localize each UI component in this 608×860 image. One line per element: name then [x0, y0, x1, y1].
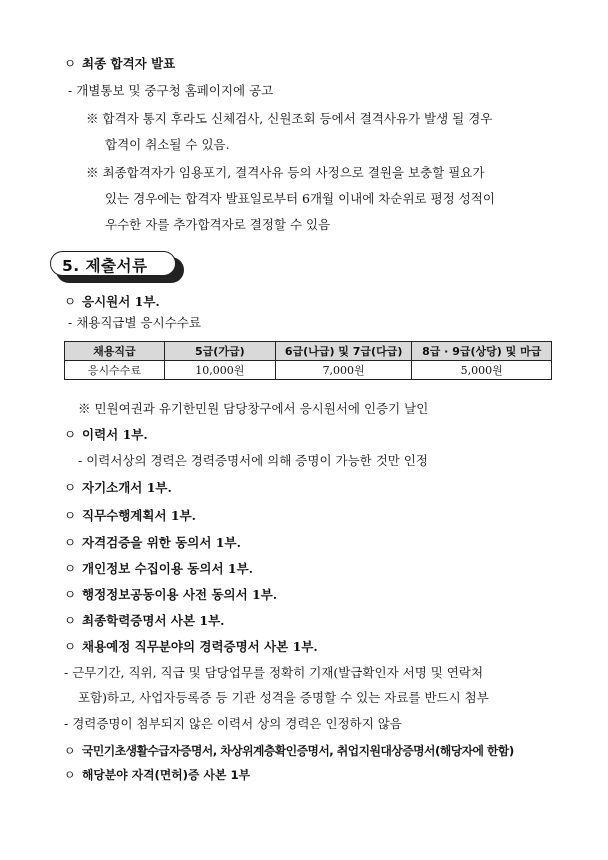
announcement-line: - 개별통보 및 중구청 홈페이지에 공고 — [68, 83, 274, 98]
fee-cell: 10,000원 — [164, 361, 275, 380]
document-item: ㅇ 행정정보공동이용 사전 동의서 1부. — [64, 587, 278, 602]
fee-cell: 응시수수료 — [65, 361, 165, 380]
document-item: ㅇ 자격검증을 위한 동의서 1부. — [64, 535, 241, 550]
fee-header-cell: 6급(나급) 및 7급(다급) — [275, 342, 412, 361]
announcement-note-1b: 합격이 취소될 수 있음. — [105, 137, 230, 152]
stamp-note: ※ 민원여권과 유기한민원 담당창구에서 응시원서에 인증기 날인 — [78, 401, 429, 416]
fee-table-header — [65, 342, 552, 361]
resume-item: ㅇ 이력서 1부. — [64, 427, 148, 442]
application-sub: - 채용직급별 응시수수료 — [68, 315, 201, 330]
application-item: ㅇ 응시원서 1부. — [64, 294, 160, 309]
career-sub-1a: - 근무기간, 직위, 직급 및 담당업무를 정확히 기재(발급확인자 서명 및 연락처 — [64, 665, 484, 680]
document-item: ㅇ 자기소개서 1부. — [64, 480, 172, 495]
certificates-item: ㅇ 국민기초생활수급자증명서, 차상위계층확인증명서, 취업지원대상증명서(해당자에 한함) — [64, 744, 514, 758]
career-sub-1b: 포함)하고, 사업자등록증 등 기관 성격을 증명할 수 있는 자료를 반드시 첨부 — [78, 690, 489, 705]
fee-header-cell: 5급(가급) — [164, 342, 275, 361]
fee-cell: 5,000원 — [412, 361, 552, 380]
announcement-note-1a: ※ 합격자 통지 후라도 신체검사, 신원조회 등에서 결격사유가 발생 될 경우 — [86, 111, 493, 126]
announcement-heading: ㅇ 최종 합격자 발표 — [64, 56, 176, 71]
document-item: ㅇ 최종학력증명서 사본 1부. — [64, 613, 225, 628]
announcement-note-2c: 우수한 자를 추가합격자로 결정할 수 있음 — [105, 217, 331, 232]
bullet: ㅇ — [64, 56, 77, 71]
fee-header-cell: 8급 · 9급(상당) 및 마급 — [412, 342, 552, 361]
fee-table — [64, 341, 552, 380]
fee-header-cell: 채용직급 — [65, 342, 165, 361]
fee-table-row — [65, 361, 552, 380]
section-title: 5. 제출서류 — [62, 257, 148, 275]
document-item: ㅇ 직무수행계획서 1부. — [64, 508, 197, 523]
announcement-note-2a: ※ 최종합격자가 임용포기, 결격사유 등의 사정으로 결원을 보충할 필요가 — [86, 165, 485, 180]
resume-sub: - 이력서상의 경력은 경력증명서에 의해 증명이 가능한 것만 인정 — [78, 453, 428, 468]
section-header — [50, 251, 184, 283]
license-item: ㅇ 해당분야 자격(면허)증 사본 1부 — [64, 768, 251, 782]
career-item: ㅇ 채용예정 직무분야의 경력증명서 사본 1부. — [64, 639, 318, 654]
document-item: ㅇ 개인정보 수집이용 동의서 1부. — [64, 561, 254, 576]
career-sub-2: - 경력증명이 첨부되지 않은 이력서 상의 경력은 인정하지 않음 — [64, 716, 402, 731]
announcement-note-2b: 있는 경우에는 합격자 발표일로부터 6개월 이내에 차순위로 평정 성적이 — [105, 191, 495, 206]
fee-cell: 7,000원 — [275, 361, 412, 380]
